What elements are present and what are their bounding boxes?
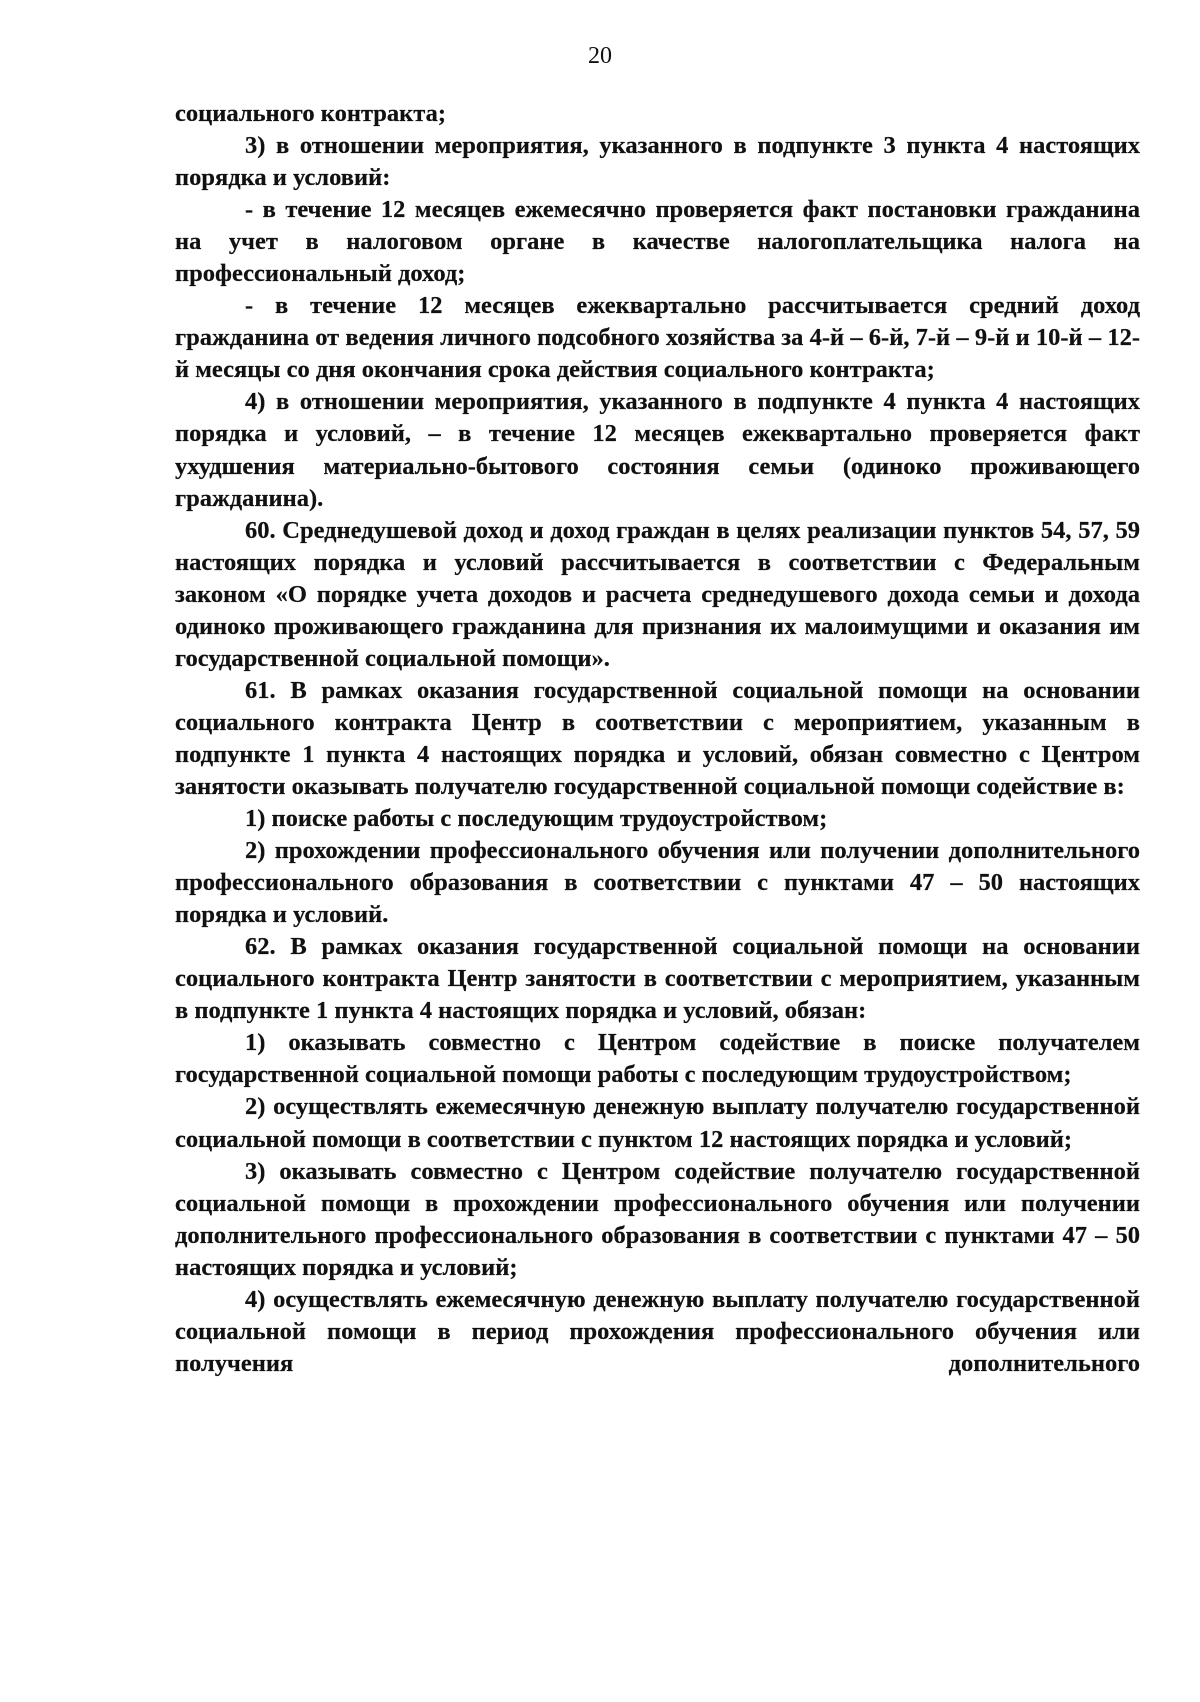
document-body	[175, 98, 1140, 1380]
paragraph: социального контракта;	[175, 100, 447, 127]
page-number: 20	[588, 43, 612, 69]
paragraph: 1) оказывать совместно с Центром содействие в поиске получателем государственной социальной помощи работы с последующим трудоустройством;	[175, 1029, 1140, 1089]
paragraph: 60. Среднедушевой доход и доход граждан в целях реализации пунктов 54, 57, 59 настоящих порядка и условий рассчитывается в соответствии с Федеральным законом «О порядке учета доходов и расчета среднедушевого дохода семьи и дохода одиноко проживающего гражданина для признания их малоимущими и оказания им государственной социальной помощи».	[175, 516, 1140, 672]
paragraph: 4) в отношении мероприятия, указанного в подпункте 4 пункта 4 настоящих порядка и условий, – в течение 12 месяцев ежеквартально проверяется факт ухудшения материально-бытового состояния семьи (одиноко проживающего гражданина).	[175, 388, 1140, 512]
paragraph: 3) в отношении мероприятия, указанного в подпункте 3 пункта 4 настоящих порядка и условий:	[175, 132, 1140, 192]
paragraph: 61. В рамках оказания государственной социальной помощи на основании социального контракта Центр в соответствии с мероприятием, указанным в подпункте 1 пункта 4 настоящих порядка и условий, обязан совместно с Центром занятости оказывать получателю государственной социальной помощи содействие в:	[175, 676, 1140, 800]
paragraph: 2) осуществлять ежемесячную денежную выплату получателю государственной социальной помощи в соответствии с пунктом 12 настоящих порядка и условий;	[175, 1093, 1140, 1153]
paragraph: 2) прохождении профессионального обучения или получении дополнительного профессионального образования в соответствии с пунктами 47 – 50 настоящих порядка и условий.	[175, 837, 1140, 929]
paragraph: 4) осуществлять ежемесячную денежную выплату получателю государственной социальной помощи в период прохождения профессионального обучения или получения дополнительного	[175, 1285, 1140, 1377]
paragraph: - в течение 12 месяцев ежеквартально рассчитывается средний доход гражданина от ведения личного подсобного хозяйства за 4-й – 6-й, 7-й – 9-й и 10-й – 12-й месяцы со дня окончания срока действия социального контракта;	[175, 292, 1140, 384]
paragraph: 62. В рамках оказания государственной социальной помощи на основании социального контракта Центр занятости в соответствии с мероприятием, указанным в подпункте 1 пункта 4 настоящих порядка и условий, обязан:	[175, 933, 1140, 1025]
paragraph: - в течение 12 месяцев ежемесячно проверяется факт постановки гражданина на учет в налоговом органе в качестве налогоплательщика налога на профессиональный доход;	[175, 196, 1140, 288]
paragraph: 1) поиске работы с последующим трудоустройством;	[245, 805, 828, 833]
paragraph: 3) оказывать совместно с Центром содействие получателю государственной социальной помощи в прохождении профессионального обучения или получении дополнительного профессионального образования в соответствии с пунктами 47 – 50 настоящих порядка и условий;	[175, 1157, 1140, 1281]
